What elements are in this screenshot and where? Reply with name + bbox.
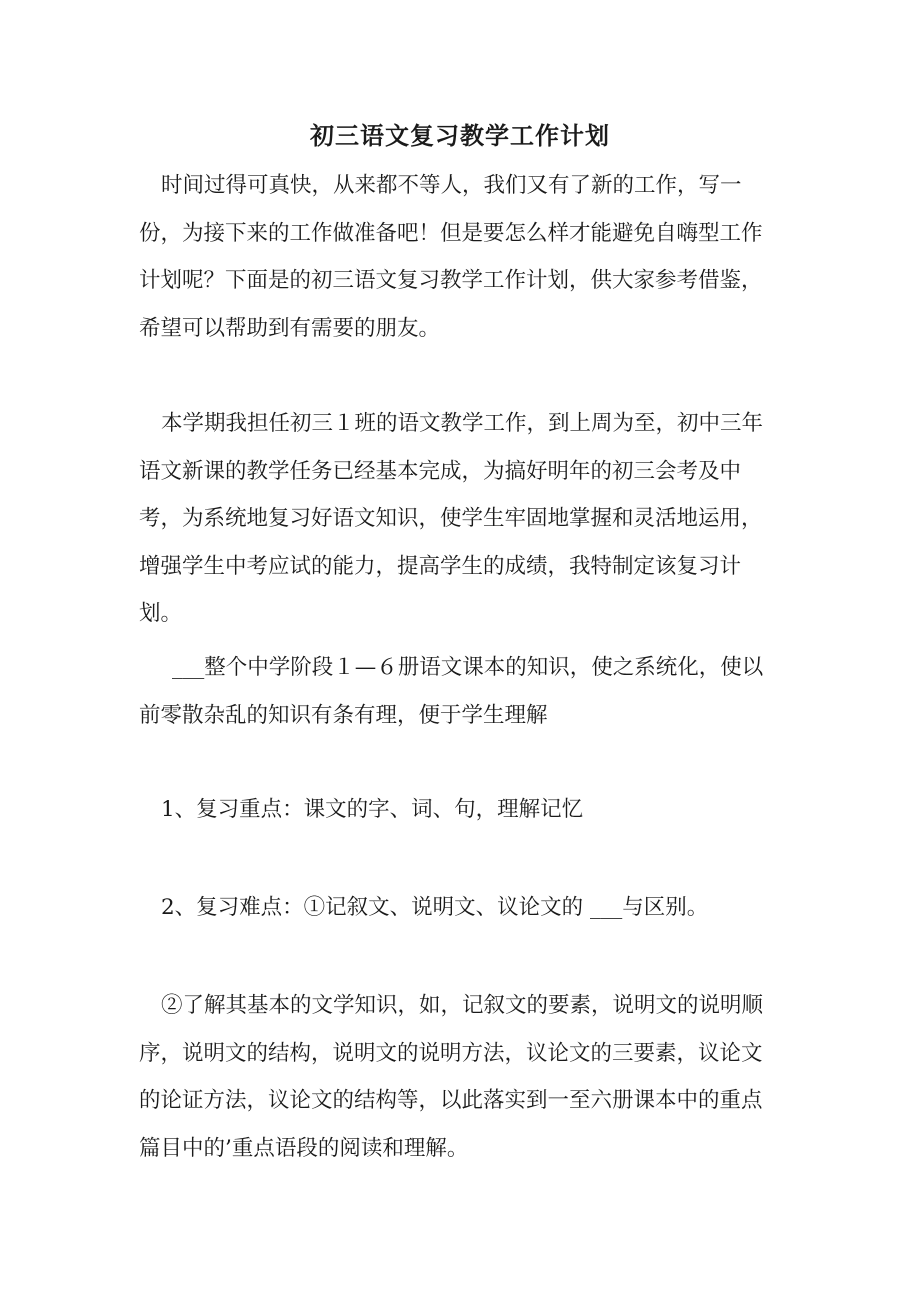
intro-paragraph: 时间过得可真快，从来都不等人，我们又有了新的工作，写一份，为接下来的工作做准备吧！但是要怎么样才能避免自嗨型工作计划呢？下面是的初三语文复习教学工作计划，供大家参考借鉴，希望可以帮助到有需要的朋友。 [139,173,763,341]
document-title: 初三语文复习教学工作计划 [310,121,610,150]
difficulties-paragraph: 2、复习难点：①记叙文、说明文、议论文的 ___与区别。 [161,895,709,920]
goal-paragraph: ___整个中学阶段１—６册语文课本的知识，使之系统化，使以前零散杂乱的知识有条有理，便于学生理解 [139,655,764,728]
key-points-paragraph: 1、复习重点：课文的字、词、句，理解记忆 [161,797,584,822]
background-paragraph: 本学期我担任初三１班的语文教学工作，到上周为至，初中三年语文新课的教学任务已经基本完成，为搞好明年的初三会考及中考，为系统地复习好语文知识，使学生牢固地掌握和灵活地运用，增强学生中考应试的能力，提高学生的成绩，我特制定该复习计划。 [139,411,764,626]
literary-knowledge-paragraph: ②了解其基本的文学知识，如，记叙文的要素，说明文的说明顺序，说明文的结构，说明文的说明方法，议论文的三要素，议论文的论证方法，议论文的结构等，以此落实到一至六册课本中的重点篇目中的’重点语段的阅读和理解。 [139,993,764,1161]
